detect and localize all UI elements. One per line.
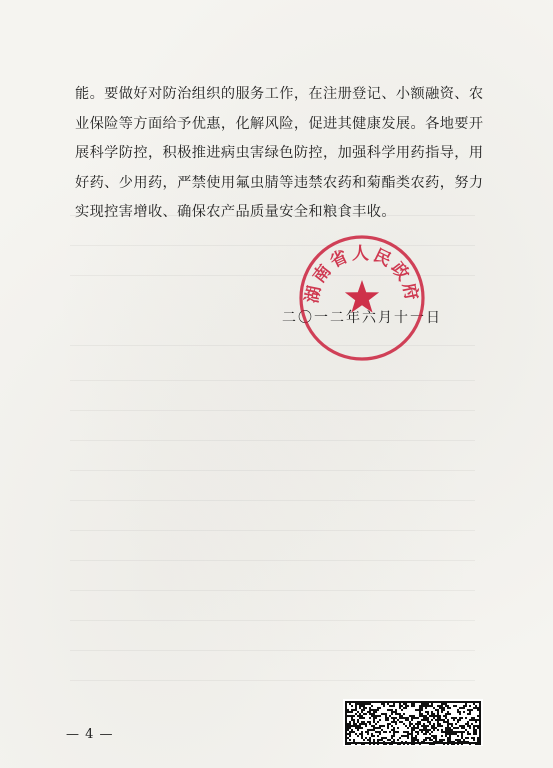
document-barcode xyxy=(343,699,483,746)
paragraph-line: 能。要做好对防治组织的服务工作，在注册登记、小额融资、农 xyxy=(75,86,484,102)
bleed-through-line xyxy=(70,500,475,501)
paragraph-line: 展科学防控，积极推进病虫害绿色防控，加强科学用药指导，用 xyxy=(75,145,484,161)
paragraph-line: 实现控害增收、确保农产品质量安全和粮食丰收。 xyxy=(75,204,396,220)
bleed-through-line xyxy=(70,440,475,441)
star-icon xyxy=(345,280,379,313)
bleed-through-line xyxy=(70,530,475,531)
paragraph-line: 好药、少用药，严禁使用氟虫腈等违禁农药和菊酯类农药，努力 xyxy=(75,174,484,191)
bleed-through-line xyxy=(70,680,475,681)
bleed-through-line xyxy=(70,560,475,561)
paragraph-line: 业保险等方面给予优惠，化解风险，促进其健康发展。各地要开 xyxy=(75,115,484,132)
issue-date: 二〇一二年六月十一日 xyxy=(282,310,442,326)
bleed-through-line xyxy=(70,470,475,471)
seal-text: 湖南省人民政府 xyxy=(302,243,422,305)
bleed-through-line xyxy=(70,410,475,411)
bleed-through-line xyxy=(70,620,475,621)
bleed-through-line xyxy=(70,650,475,651)
official-seal xyxy=(296,232,428,364)
body-paragraph xyxy=(75,80,485,228)
bleed-through-line xyxy=(70,590,475,591)
page-number: — 4 — xyxy=(66,727,114,742)
bleed-through-line xyxy=(70,380,475,381)
